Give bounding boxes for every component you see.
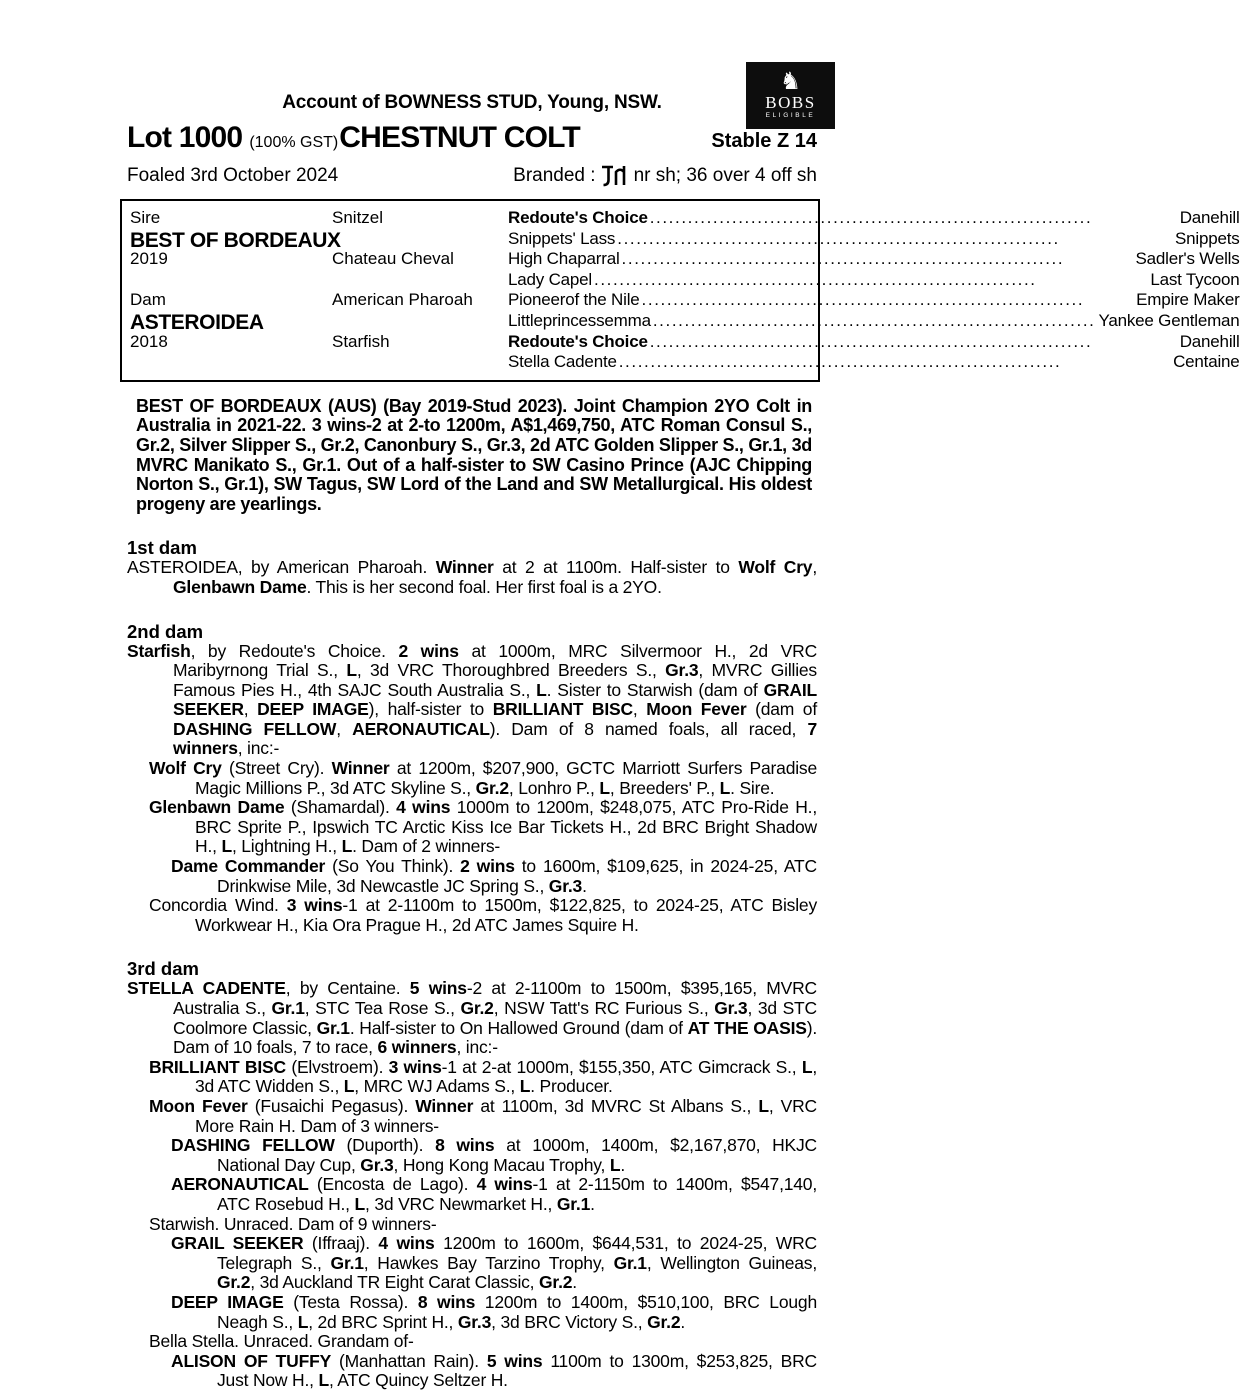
brand-mark-icon (600, 163, 630, 189)
text: , Wellington Guineas, (646, 1252, 817, 1273)
bold-text: Gr.3 (714, 998, 748, 1018)
text: , inc:- (237, 738, 280, 759)
bold-text: L (341, 836, 353, 857)
dam-sections (127, 538, 817, 1391)
bold-text: L (599, 777, 610, 798)
text: (Encosta de Lago). (308, 1174, 477, 1195)
gen3-name: Lady Capel (508, 269, 593, 289)
page-title: CHESTNUT COLT (339, 121, 580, 154)
text: , inc:- (456, 1037, 498, 1058)
bold-text: ALISON OF TUFFY (171, 1350, 332, 1371)
pedigree-paragraph (127, 1293, 817, 1332)
text: -2 at 2-1100m to 1500m, $395,165, MVRC Australia S., (173, 978, 817, 1018)
dam-sire: American Pharoah (332, 290, 473, 310)
gen3-name: High Chaparral (508, 249, 620, 269)
foaled-branded-line (127, 163, 817, 189)
text: 1100m to 1300m, $253,825, BRC Just Now H., (217, 1350, 817, 1391)
text: -1 at 2-1100m to 1500m, $122,825, to 2024-25, ATC Bisley Workwear H., Kia Ora Prague H., 2d ATC James Squire H. (195, 895, 818, 935)
bold-text: BRILLIANT BISC (492, 699, 633, 720)
bold-text: 2 wins (398, 640, 459, 661)
bold-text: Gr.3 (360, 1154, 394, 1175)
sire-summary-paragraph: BEST OF BORDEAUX (AUS) (Bay 2019-Stud 2023). Joint Champion 2YO Colt in Australia in 2021-22. 3 wins-2 at 2-to 1200m, A$1,469,750, ATC Roman Consul S., Gr.2, Silver Slipper S., Gr.2, Canonbury S., Gr.3, 2d ATC Golden Slipper S., Gr.1, 3d MVRC Manikato S., Gr.1. Out of a half-sister to SW Casino Prince (AJC Chipping Norton S., Gr.1), SW Tagus, SW Lord of the Land and SW Metallurgical. His oldest progeny are yearlings. (136, 395, 812, 514)
text: . Half-sister to On Hallowed Ground (dam of (349, 1017, 688, 1038)
gen3-parent: Snippets (1174, 228, 1240, 248)
third-generation-column (508, 208, 1240, 373)
text: . This is her second foal. Her first foal is a 2YO. (306, 576, 662, 597)
page-content (127, 0, 1240, 1391)
bold-text: Gr.1 (613, 1252, 647, 1273)
text: . (572, 1272, 577, 1293)
bold-text: Gr.3 (665, 660, 699, 681)
bold-text: L (719, 777, 731, 798)
text: (dam of (746, 699, 817, 720)
bold-text: 4 wins (476, 1174, 533, 1195)
sire-year: 2019 (130, 249, 168, 269)
text: -1 at 2-1150m to 1400m, $547,140, ATC Rosebud H., (217, 1174, 817, 1214)
gen3-parent: Last Tycoon (1150, 269, 1240, 289)
gen3-parent: Danehill (1179, 208, 1240, 227)
text: 1200m to 1600m, $644,531, to 2024-25, WRC Telegraph S., (217, 1233, 817, 1273)
text: at 1200m, $207,900, GCTC Marriott Surfers Paradise Magic Millions P., 3d ATC Skyline S., (195, 758, 818, 798)
bold-text: 5 wins (486, 1350, 543, 1371)
dotted-leader (653, 311, 1096, 331)
gen3-name: Stella Cadente (508, 352, 617, 372)
pedigree-gen3-row (508, 311, 1240, 332)
text: 1200m to 1400m, $510,100, BRC Lough Neagh S., (217, 1291, 817, 1332)
text: , 3d VRC Newmarket H., (365, 1193, 557, 1214)
bold-text: Gr.3 (457, 1311, 492, 1332)
pedigree-paragraph (127, 798, 817, 857)
text: (So You Think). (325, 856, 461, 877)
bold-text: 3 wins (388, 1056, 442, 1077)
text: , 3d Auckland TR Eight Carat Classic, (250, 1272, 540, 1293)
dam-section (127, 538, 817, 597)
pedigree-paragraph (127, 558, 817, 597)
bold-text: Glenbawn Dame (149, 797, 285, 818)
bold-text: Winner (435, 557, 494, 578)
lot-number: Lot 1000 (127, 121, 243, 154)
dotted-leader (594, 270, 1147, 290)
text: . (582, 875, 587, 896)
bold-text: Moon Fever (646, 699, 747, 720)
text: . (680, 1311, 686, 1332)
gen3-name: Redoute's Choice (508, 208, 648, 227)
text: (Manhattan Rain). (331, 1350, 487, 1371)
bold-text: L (346, 660, 357, 681)
bold-text: GRAIL SEEKER (171, 1233, 304, 1254)
text: , MRC WJ Adams S., (354, 1076, 520, 1097)
horse-head-icon: ♞ (779, 68, 802, 96)
gen3-parent: Sadler's Wells (1135, 249, 1240, 269)
text: , (632, 699, 647, 720)
text: . Dam of 2 winners- (352, 836, 501, 857)
pedigree-gen3-row (508, 290, 1240, 311)
bold-text: DEEP IMAGE (171, 1291, 284, 1312)
pedigree-paragraph (127, 1136, 817, 1175)
text: , STC Tea Rose S., (304, 998, 461, 1018)
bold-text: 5 wins (409, 978, 467, 999)
dam-dam: Starfish (332, 331, 390, 351)
bold-text: L (354, 1193, 366, 1214)
sire-name: BEST OF BORDEAUX (130, 228, 341, 252)
bold-text: Gr.1 (556, 1193, 591, 1214)
text: , 3d VRC Thoroughbred Breeders S., (356, 660, 666, 681)
bold-text: L (536, 679, 547, 700)
text: , 3d ATC Widden S., (195, 1056, 817, 1097)
bold-text: Gr.1 (271, 998, 305, 1018)
bold-text: 3 wins (286, 895, 343, 916)
text: Concordia Wind. (149, 895, 287, 916)
text: , Breeders' P., (609, 777, 720, 798)
text: (Elvstroem). (285, 1056, 389, 1077)
pedigree-gen3-row (508, 332, 1240, 353)
gen3-name: Pioneerof the Nile (508, 290, 640, 310)
text: at 2 at 1100m. Half-sister to (493, 557, 739, 578)
text: . Producer. (530, 1076, 613, 1097)
text: , Lightning H., (231, 836, 342, 857)
bobs-logo-subtitle: ELIGIBLE (765, 112, 816, 120)
pedigree-paragraph (127, 896, 817, 935)
text: , ATC Quincy Seltzer H. (328, 1370, 508, 1391)
bold-text: 8 wins (417, 1291, 476, 1312)
branded-detail: nr sh; 36 over 4 off sh (633, 165, 817, 186)
text: Starwish. Unraced. Dam of 9 winners- (149, 1213, 437, 1234)
text: at 1000m, MRC Silvermoor H., 2d VRC Maribyrnong Trial S., (173, 640, 818, 681)
dotted-leader (622, 249, 1133, 269)
dam-heading: 3rd dam (127, 958, 199, 980)
sire-sire: Snitzel (332, 208, 384, 227)
bold-text: Gr.2 (539, 1272, 573, 1293)
sire-label: Sire (130, 208, 161, 227)
bold-text: L (801, 1056, 813, 1077)
bold-text: Starfish (127, 640, 191, 661)
bold-text: L (318, 1370, 329, 1391)
bold-text: L (609, 1154, 621, 1175)
bold-text: Wolf Cry (738, 557, 813, 578)
text: ), half-sister to (368, 699, 493, 720)
dotted-leader (619, 352, 1170, 372)
text: , 2d BRC Sprint H., (308, 1311, 458, 1332)
dotted-leader (617, 229, 1172, 249)
gen3-name: Snippets' Lass (508, 228, 616, 248)
bold-text: Gr.1 (316, 1017, 350, 1038)
text: , (243, 699, 258, 720)
foaled-date: Foaled 3rd October 2024 (127, 165, 339, 186)
text: , 3d STC Coolmore Classic, (173, 998, 817, 1038)
bold-text: Moon Fever (149, 1095, 248, 1116)
bold-text: Gr.3 (548, 875, 583, 896)
text: , 3d BRC Victory S., (491, 1311, 648, 1332)
branded-info (513, 163, 817, 189)
bold-text: L (221, 836, 232, 857)
bold-text: 6 winners (377, 1037, 457, 1058)
bold-text: STELLA CADENTE (127, 978, 286, 999)
bobs-logo-word: BOBS (765, 93, 816, 113)
text: (Shamardal). (284, 797, 397, 818)
dam-year: 2018 (130, 331, 168, 351)
text: , NSW Tatt's RC Furious S., (493, 998, 715, 1018)
text: , by Centaine. (285, 978, 410, 999)
text: , Hong Kong Macau Trophy, (393, 1154, 610, 1175)
branded-label: Branded : (513, 165, 596, 186)
text: , VRC More Rain H. Dam of 3 winners- (195, 1095, 817, 1136)
bold-text: 7 winners (173, 718, 817, 759)
pedigree-paragraph (127, 759, 817, 798)
pedigree-table (120, 199, 1240, 382)
text: , (812, 557, 818, 578)
gen3-parent: Yankee Gentleman (1098, 310, 1240, 330)
pedigree-paragraph (127, 1352, 817, 1391)
gst-note: (100% GST) (249, 134, 339, 151)
gen3-parent: Empire Maker (1136, 290, 1240, 310)
text: . Sister to Starwish (dam of (546, 679, 764, 700)
dotted-leader (650, 332, 1177, 352)
bold-text: Gr.2 (217, 1272, 251, 1293)
pedigree-paragraph (127, 1097, 817, 1136)
bold-text: Gr.2 (647, 1311, 681, 1332)
text: (Testa Rossa). (283, 1291, 418, 1312)
text: ). Dam of 10 foals, 7 to race, (173, 1017, 817, 1058)
bold-text: Gr.2 (460, 998, 494, 1018)
pedigree-paragraph (127, 1332, 817, 1352)
bold-text: L (297, 1311, 309, 1332)
bold-text: Glenbawn Dame (173, 576, 307, 597)
dam-name: ASTEROIDEA (130, 310, 264, 334)
pedigree-paragraph (127, 1215, 817, 1235)
sire-dam: Chateau Cheval (332, 249, 454, 269)
text: (Fusaichi Pegasus). (247, 1095, 416, 1116)
text: ASTEROIDEA, by American Pharoah. (127, 557, 436, 578)
pedigree-paragraph (127, 1175, 817, 1214)
text: ). Dam of 8 named foals, all raced, (489, 718, 808, 739)
pedigree-gen3-row (508, 208, 1240, 229)
gen3-name: Redoute's Choice (508, 331, 648, 351)
text: Bella Stella. Unraced. Grandam of- (149, 1331, 414, 1352)
pedigree-paragraph (127, 857, 817, 896)
bold-text: L (343, 1076, 355, 1097)
bold-text: GRAIL SEEKER (173, 679, 818, 720)
bold-text: 8 wins (435, 1135, 495, 1156)
bold-text: Wolf Cry (149, 758, 222, 779)
text: . (620, 1154, 625, 1175)
pedigree-paragraph (127, 1234, 817, 1293)
dam-heading: 1st dam (127, 537, 197, 559)
bold-text: 4 wins (378, 1233, 435, 1254)
text: to 1600m, $109,625, in 2024-25, ATC Drinkwise Mile, 3d Newcastle JC Spring S., (217, 856, 817, 896)
bold-text: AERONAUTICAL (352, 718, 490, 739)
pedigree-paragraph (127, 979, 817, 1057)
bold-text: Dame Commander (171, 856, 326, 877)
text: , (336, 718, 353, 739)
pedigree-gen3-row (508, 249, 1240, 270)
bold-text: 2 wins (460, 856, 515, 877)
bold-text: L (758, 1095, 769, 1116)
bold-text: BRILLIANT BISC (149, 1056, 286, 1077)
text: . (590, 1193, 595, 1214)
text: , Hawkes Bay Tarzino Trophy, (363, 1252, 614, 1273)
text: -1 at 2-at 1000m, $155,350, ATC Gimcrack S., (441, 1056, 802, 1077)
gen3-parent: Centaine (1173, 352, 1240, 372)
text: , MVRC Gillies Famous Pies H., 4th SAJC South Australia S., (173, 660, 817, 700)
gen3-parent: Danehill (1179, 331, 1240, 351)
bold-text: Gr.1 (330, 1252, 364, 1273)
bold-text: Winner (331, 758, 390, 779)
bold-text: DASHING FELLOW (173, 718, 337, 739)
text: (Street Cry). (221, 758, 332, 779)
pedigree-paragraph (127, 642, 817, 760)
text: , Lonhro P., (508, 777, 600, 798)
bold-text: DEEP IMAGE (257, 699, 369, 720)
dam-section (127, 959, 817, 1390)
dotted-leader (642, 290, 1134, 310)
lot-title-line (127, 121, 817, 155)
dam-label: Dam (130, 290, 166, 310)
text: . Sire. (730, 777, 775, 798)
bold-text: AT THE OASIS (687, 1017, 807, 1038)
text: at 1000m, 1400m, $2,167,870, HKJC National Day Cup, (217, 1135, 817, 1175)
dotted-leader (650, 208, 1177, 228)
bold-text: 4 wins (396, 797, 451, 818)
bold-text: Winner (415, 1095, 474, 1116)
dam-section (127, 622, 817, 936)
stable-number: Stable Z 14 (711, 130, 817, 152)
text: at 1100m, 3d MVRC St Albans S., (473, 1095, 759, 1116)
text: (Duporth). (334, 1135, 436, 1156)
bold-text: AERONAUTICAL (171, 1174, 309, 1195)
bold-text: Gr.2 (475, 777, 509, 798)
pedigree-gen3-row (508, 270, 1240, 291)
text: , by Redoute's Choice. (190, 640, 399, 661)
account-line: Account of BOWNESS STUD, Young, NSW. (282, 92, 662, 113)
gen3-name: Littleprincessemma (508, 310, 651, 330)
text: (Iffraaj). (303, 1233, 379, 1254)
bold-text: DASHING FELLOW (171, 1135, 335, 1156)
pedigree-gen3-row (508, 352, 1240, 373)
pedigree-paragraph (127, 1058, 817, 1097)
pedigree-gen3-row (508, 229, 1240, 250)
bold-text: L (519, 1076, 531, 1097)
dam-heading: 2nd dam (127, 620, 204, 642)
text: 1000m to 1200m, $248,075, ATC Pro-Ride H., BRC Sprite P., Ipswich TC Arctic Kiss Ice Bar Tickets H., 2d BRC Bright Shadow H., (195, 797, 818, 857)
